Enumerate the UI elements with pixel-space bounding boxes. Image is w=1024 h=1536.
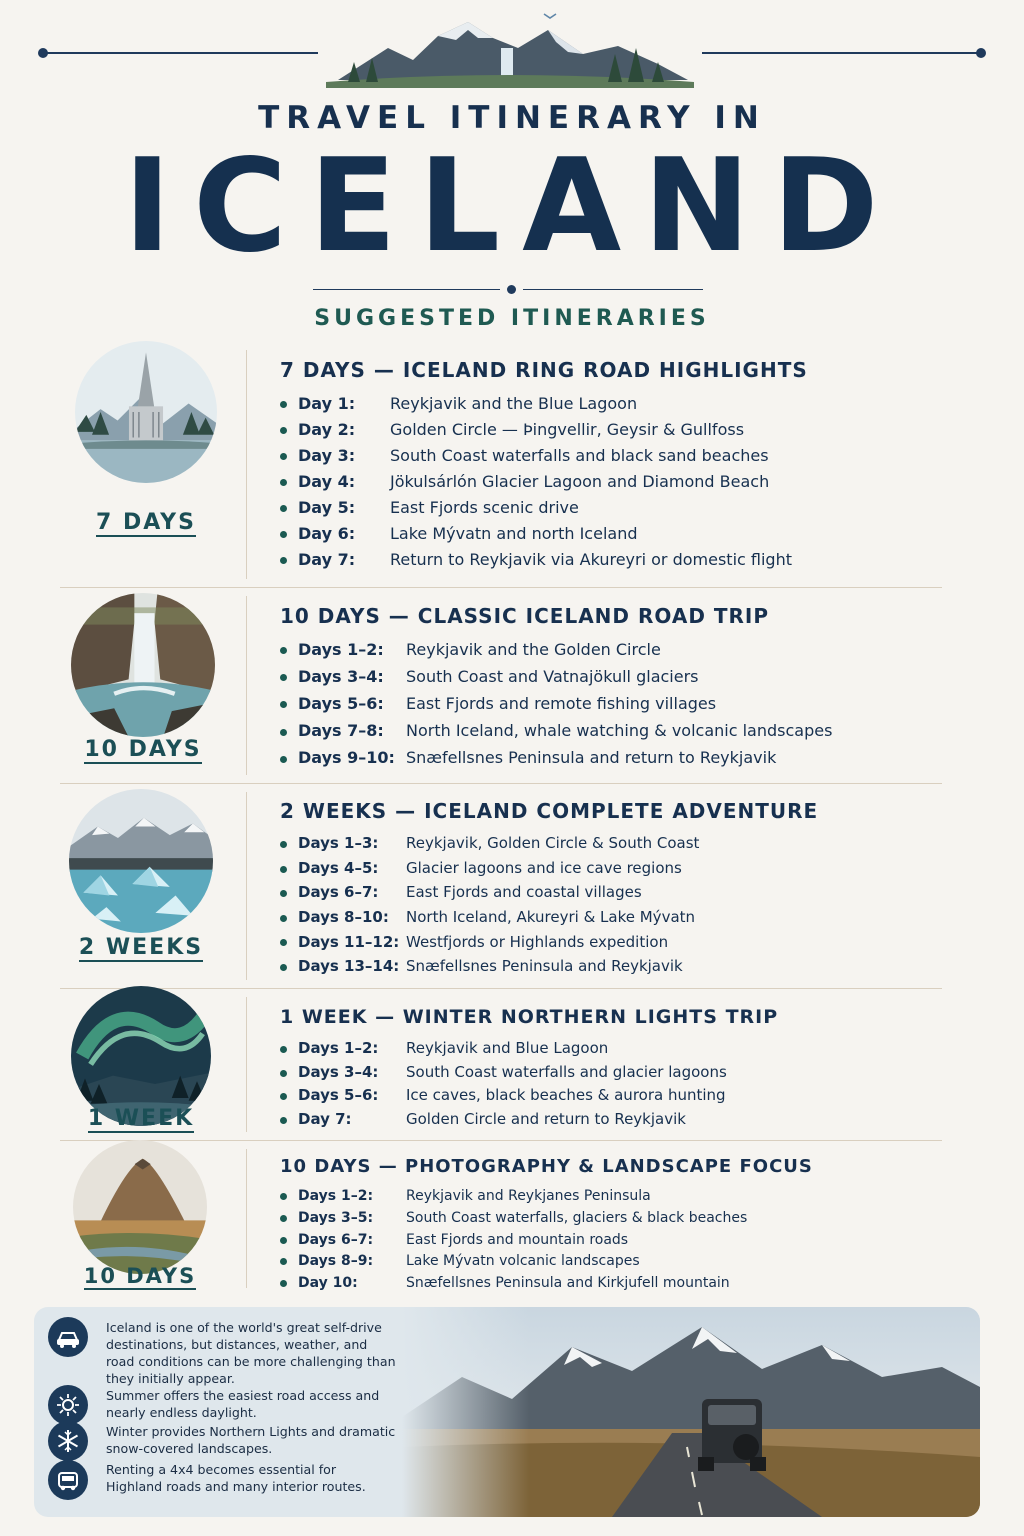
duration-label: 10 DAYS — [84, 737, 202, 762]
section-divider — [60, 783, 942, 784]
bullet-dot — [280, 1117, 287, 1124]
section-divider-vertical — [246, 1149, 247, 1288]
itinerary-day-row — [280, 1063, 940, 1083]
itinerary-day-row — [280, 721, 940, 742]
day-label: Days 3–4: — [298, 666, 384, 686]
section-divider-vertical — [246, 792, 247, 980]
itinerary-title: 10 DAYS — CLASSIC ICELAND ROAD TRIP — [280, 604, 770, 628]
section-divider-vertical — [246, 596, 247, 775]
day-label: Days 5–6: — [298, 1086, 379, 1105]
section-divider — [60, 988, 942, 989]
duration-label: 1 WEEK — [87, 1106, 195, 1131]
driving-tip-text: Summer offers the easiest road access and nearly endless daylight. — [106, 1388, 380, 1420]
glacier-lagoon-illustration — [69, 789, 213, 933]
northern-lights-illustration — [71, 986, 211, 1126]
header-rule-left — [42, 52, 318, 54]
day-description: Golden Circle — Þingvellir, Geysir & Gullfoss — [390, 419, 745, 439]
kirkjufell-mountain-illustration — [73, 1140, 207, 1274]
itinerary-title: 1 WEEK — WINTER NORTHERN LIGHTS TRIP — [280, 1006, 779, 1028]
car-icon — [48, 1317, 88, 1357]
day-label: Day 6: — [298, 523, 356, 543]
day-description: South Coast and Vatnajökull glaciers — [406, 666, 699, 686]
itinerary-day-row — [280, 524, 940, 545]
duration-label: 10 DAYS — [83, 1264, 197, 1288]
bullet-dot — [280, 1280, 287, 1287]
day-description: Reykjavik, Golden Circle & South Coast — [406, 834, 700, 853]
day-label: Days 5–6: — [298, 694, 384, 713]
subtitle-rule-left — [313, 289, 500, 290]
day-description: South Coast waterfalls and glacier lagoons — [406, 1062, 727, 1081]
itinerary-day-row — [280, 446, 940, 467]
mountain-waterfall-illustration — [318, 8, 702, 88]
bullet-dot — [280, 453, 287, 460]
day-description: North Iceland, whale watching & volcanic landscapes — [406, 721, 833, 741]
road-trip-landscape-photo — [402, 1307, 980, 1517]
day-label: Day 10: — [298, 1275, 358, 1292]
day-description: East Fjords scenic drive — [390, 497, 579, 517]
day-label: Day 5: — [298, 497, 356, 517]
bullet-dot — [280, 841, 287, 848]
subtitle-rule-dot — [507, 285, 516, 294]
bullet-dot — [280, 890, 287, 897]
day-label: Days 1–2: — [298, 639, 384, 659]
day-description: North Iceland, Akureyri & Lake Mývatn — [406, 908, 696, 927]
day-description: Return to Reykjavik via Akureyri or domestic flight — [390, 549, 792, 569]
day-description: Reykjavik and the Blue Lagoon — [390, 393, 638, 413]
sun-icon — [48, 1385, 88, 1425]
itinerary-day-row — [280, 1252, 940, 1270]
section-divider-vertical — [246, 350, 247, 579]
day-label: Days 3–5: — [298, 1209, 374, 1226]
bullet-dot — [280, 505, 287, 512]
itinerary-day-row — [280, 1086, 940, 1106]
section-divider — [60, 587, 942, 588]
day-label: Days 6–7: — [298, 883, 379, 902]
day-description: Snæfellsnes Peninsula and Kirkjufell mountain — [406, 1275, 730, 1292]
bullet-dot — [280, 1258, 287, 1265]
bullet-dot — [280, 729, 287, 736]
itinerary-day-row — [280, 933, 940, 953]
day-label: Days 3–4: — [298, 1062, 379, 1081]
day-label: Days 11–12: — [298, 932, 400, 951]
itinerary-day-row — [280, 883, 940, 903]
day-label: Days 7–8: — [298, 721, 384, 741]
bullet-dot — [280, 479, 287, 486]
itinerary-day-row — [280, 394, 940, 415]
day-description: Glacier lagoons and ice cave regions — [406, 858, 682, 877]
bullet-dot — [280, 1046, 287, 1053]
itinerary-title: 10 DAYS — PHOTOGRAPHY & LANDSCAPE FOCUS — [280, 1156, 813, 1177]
bullet-dot — [280, 939, 287, 946]
itinerary-day-row — [280, 859, 940, 879]
itinerary-day-row — [280, 1110, 940, 1130]
day-description: Westfjords or Highlands expedition — [406, 932, 669, 951]
bullet-dot — [280, 964, 287, 971]
itinerary-day-row — [280, 1231, 940, 1249]
day-description: Reykjavik and the Golden Circle — [406, 639, 661, 659]
bullet-dot — [280, 531, 287, 538]
bullet-dot — [280, 1093, 287, 1100]
page-title-iceland: ICELAND — [123, 132, 901, 281]
header-rule-right-dot — [976, 48, 986, 58]
driving-tips-panel — [34, 1307, 980, 1517]
itinerary-day-row — [280, 472, 940, 493]
itinerary-day-row — [280, 550, 940, 571]
bullet-dot — [280, 674, 287, 681]
subtitle-rule-right — [523, 289, 703, 290]
itinerary-day-row — [280, 1274, 940, 1292]
day-label: Days 6–7: — [298, 1231, 374, 1248]
day-description: Lake Mývatn volcanic landscapes — [406, 1253, 640, 1270]
day-label: Day 3: — [298, 445, 356, 465]
page-title-line1: TRAVEL ITINERARY IN — [258, 100, 766, 136]
day-description: Reykjavik and Reykjanes Peninsula — [406, 1187, 651, 1204]
day-label: Day 7: — [298, 549, 356, 569]
day-label: Days 1–2: — [298, 1039, 379, 1058]
day-label: Day 4: — [298, 471, 356, 491]
bullet-dot — [280, 701, 287, 708]
itinerary-day-row — [280, 908, 940, 928]
bullet-dot — [280, 915, 287, 922]
bullet-dot — [280, 427, 287, 434]
bullet-dot — [280, 1070, 287, 1077]
section-divider — [60, 1140, 942, 1141]
jeep-icon — [48, 1460, 88, 1500]
church-landscape-illustration — [75, 341, 217, 483]
day-label: Days 1–3: — [298, 834, 379, 853]
itinerary-day-row — [280, 420, 940, 441]
itinerary-day-row — [280, 834, 940, 854]
snowflake-icon — [48, 1421, 88, 1461]
itinerary-day-row — [280, 1187, 940, 1205]
day-description: Snæfellsnes Peninsula and Reykjavik — [406, 957, 683, 976]
bullet-dot — [280, 866, 287, 873]
day-description: South Coast waterfalls, glaciers & black beaches — [406, 1209, 748, 1226]
day-label: Days 4–5: — [298, 858, 379, 877]
driving-tip-text: Winter provides Northern Lights and dramatic snow-covered landscapes. — [106, 1424, 396, 1456]
day-description: Ice caves, black beaches & aurora hunting — [406, 1086, 726, 1105]
section-divider-vertical — [246, 997, 247, 1132]
bullet-dot — [280, 756, 287, 763]
header-rule-left-dot — [38, 48, 48, 58]
day-description: Jökulsárlón Glacier Lagoon and Diamond Beach — [390, 471, 770, 491]
bullet-dot — [280, 1193, 287, 1200]
day-label: Days 8–9: — [298, 1253, 374, 1270]
itinerary-title: 7 DAYS — ICELAND RING ROAD HIGHLIGHTS — [280, 358, 808, 382]
bullet-dot — [280, 1215, 287, 1222]
day-description: Lake Mývatn and north Iceland — [390, 523, 638, 543]
day-label: Days 9–10: — [298, 748, 395, 768]
day-description: East Fjords and remote fishing villages — [406, 694, 717, 713]
day-label: Days 1–2: — [298, 1187, 374, 1204]
day-label: Day 2: — [298, 419, 356, 439]
day-description: Golden Circle and return to Reykjavik — [406, 1110, 686, 1129]
day-label: Day 1: — [298, 393, 356, 413]
itinerary-day-row — [280, 640, 940, 661]
day-label: Days 8–10: — [298, 908, 389, 927]
itinerary-day-row — [280, 748, 940, 769]
itinerary-day-row — [280, 1209, 940, 1227]
day-description: South Coast waterfalls and black sand beaches — [390, 445, 769, 465]
bullet-dot — [280, 557, 287, 564]
header-rule-right — [702, 52, 980, 54]
bullet-dot — [280, 401, 287, 408]
itinerary-day-row — [280, 957, 940, 977]
bullet-dot — [280, 1237, 287, 1244]
duration-label: 7 DAYS — [96, 510, 196, 535]
itinerary-day-row — [280, 694, 940, 715]
day-description: East Fjords and coastal villages — [406, 883, 642, 902]
day-description: Snæfellsnes Peninsula and return to Reykjavik — [406, 748, 777, 768]
waterfall-canyon-illustration — [71, 593, 215, 737]
duration-label: 2 WEEKS — [78, 935, 204, 960]
driving-tip-text: Renting a 4x4 becomes essential for Highland roads and many interior routes. — [106, 1462, 366, 1494]
day-description: Reykjavik and Blue Lagoon — [406, 1039, 609, 1058]
itinerary-day-row — [280, 667, 940, 688]
itinerary-day-row — [280, 1039, 940, 1059]
bullet-dot — [280, 647, 287, 654]
itinerary-title: 2 WEEKS — ICELAND COMPLETE ADVENTURE — [280, 799, 819, 823]
page-subtitle: SUGGESTED ITINERARIES — [314, 306, 710, 331]
itinerary-day-row — [280, 498, 940, 519]
day-description: East Fjords and mountain roads — [406, 1231, 629, 1248]
day-label: Days 13–14: — [298, 957, 400, 976]
driving-tip-text: Iceland is one of the world's great self-drive destinations, but distances, weather, and road conditions can be more challenging than they initially appear. — [106, 1320, 396, 1386]
day-label: Day 7: — [298, 1110, 352, 1129]
